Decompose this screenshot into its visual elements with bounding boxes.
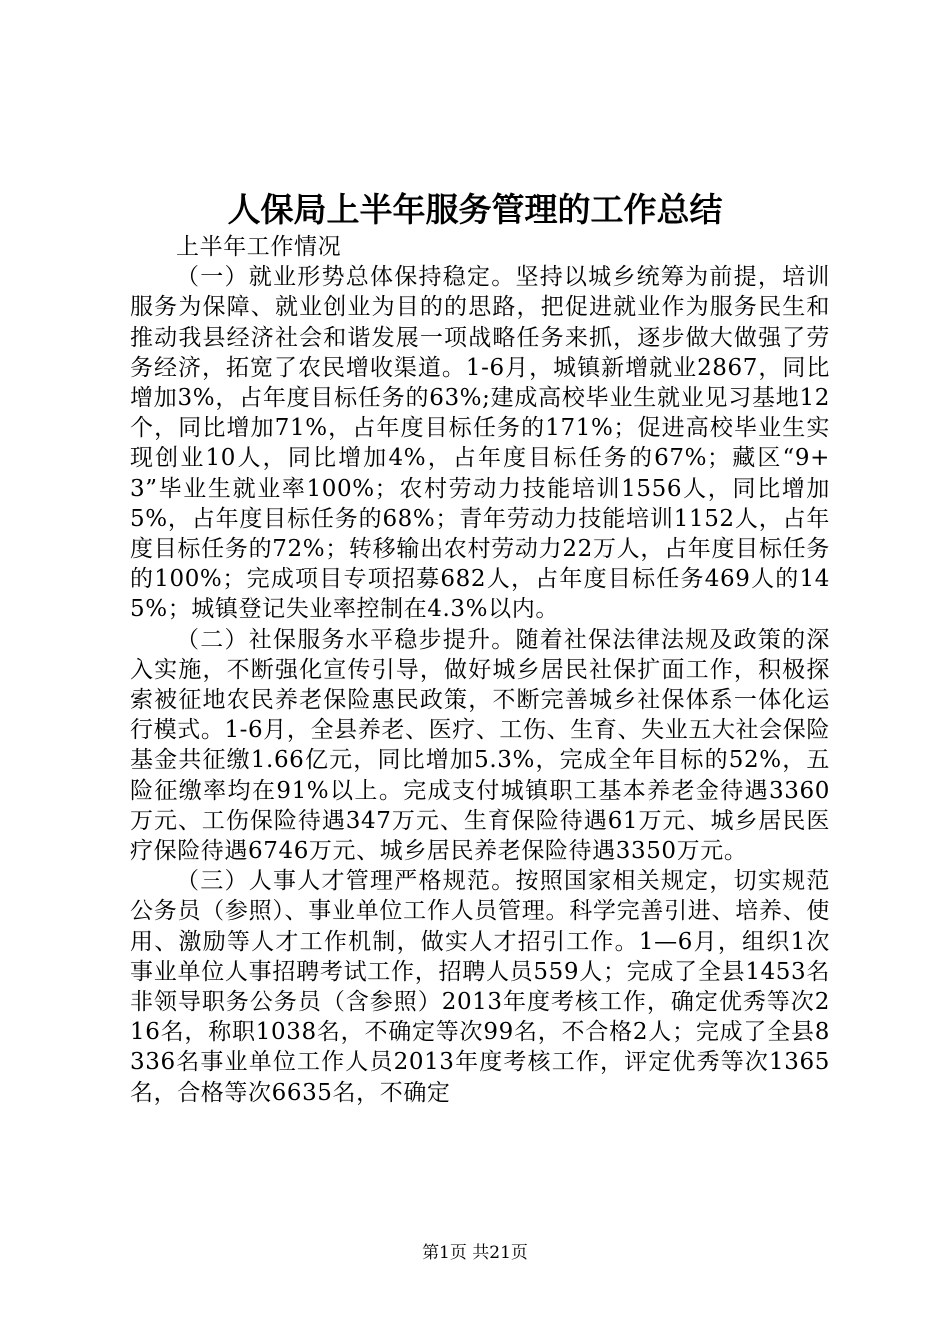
paragraph-personnel: （三）人事人才管理严格规范。按照国家相关规定，切实规范公务员（参照）、事业单位工作人员管理。科学完善引进、培养、使用、激励等人才工作机制，做实人才招引工作。1—6月，组织1次事业单位人事招聘考试工作，招聘人员559人；完成了全县1453名非领导职务公务员（含参照）2013年度考核工作，确定优秀等次216名，称职1038名，不确定等次99名，不合格2人；完成了全县8336名事业单位工作人员2013年度考核工作，评定优秀等次1365名，合格等次6635名，不确定 bbox=[130, 868, 830, 1106]
paragraph-employment: （一）就业形势总体保持稳定。坚持以城乡统筹为前提，培训服务为保障、就业创业为目的的思路，把促进就业作为服务民生和推动我县经济社会和谐发展一项战略任务来抓，逐步做大做强了劳务经济，拓宽了农民增收渠道。1-6月，城镇新增就业2867，同比增加3%，占年度目标任务的63%;建成高校毕业生就业见习基地12个，同比增加71%，占年度目标任务的171%；促进高校毕业生实现创业10人，同比增加4%，占年度目标任务的67%；藏区“9+3”毕业生就业率100%；农村劳动力技能培训1556人，同比增加5%，占年度目标任务的68%；青年劳动力技能培训1152人，占年度目标任务的72%；转移输出农村劳动力22万人，占年度目标任务的100%；完成项目专项招募682人，占年度目标任务469人的145%；城镇登记失业率控制在4.3%以内。 bbox=[130, 264, 830, 623]
page-footer: 第1页 共21页 bbox=[422, 1243, 528, 1263]
document-title: 人保局上半年服务管理的工作总结 bbox=[227, 190, 723, 229]
paragraph-social-security: （二）社保服务水平稳步提升。随着社保法律法规及政策的深入实施，不断强化宣传引导，做好城乡居民社保扩面工作，积极探索被征地农民养老保险惠民政策，不断完善城乡社保体系一体化运行模式。1-6月，全县养老、医疗、工伤、生育、失业五大社会保险基金共征缴1.66亿元，同比增加5.3%，完成全年目标的52%，五险征缴率均在91%以上。完成支付城镇职工基本养老金待遇3360万元、工伤保险待遇347万元、生育保险待遇61万元、城乡居民医疗保险待遇6746万元、城乡居民养老保险待遇3350万元。 bbox=[130, 626, 830, 865]
document-body bbox=[130, 232, 830, 1108]
section-heading: 上半年工作情况 bbox=[176, 234, 342, 260]
